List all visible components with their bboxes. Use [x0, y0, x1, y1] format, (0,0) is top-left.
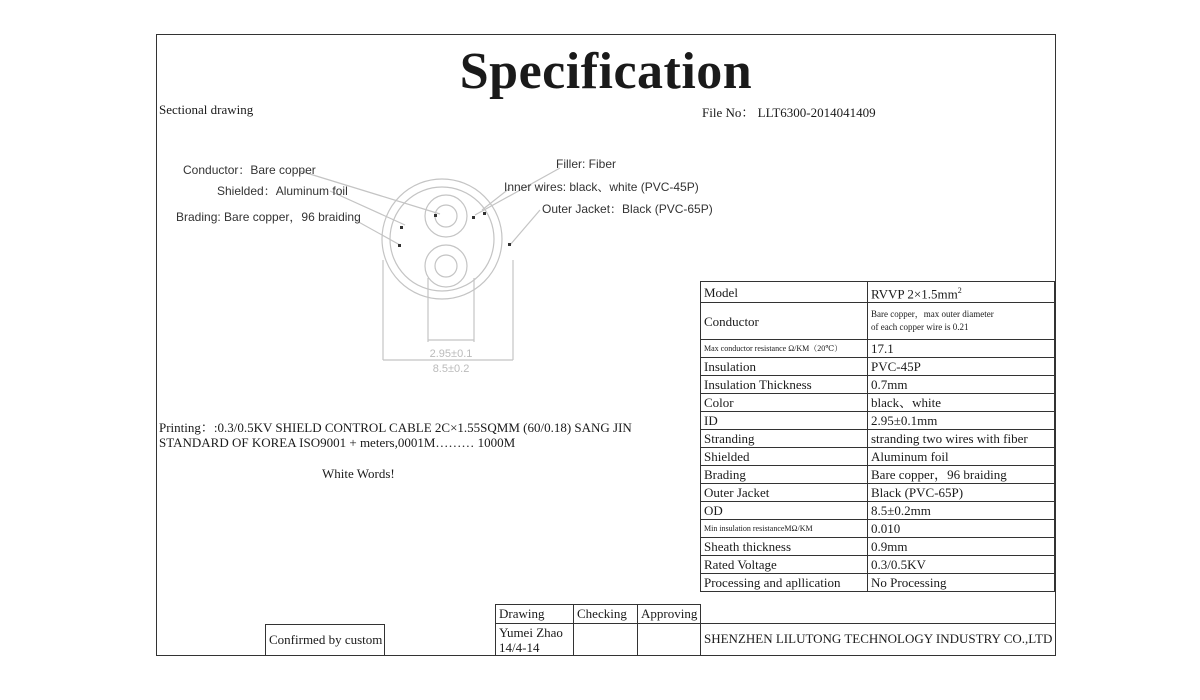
label-outer-jacket: Outer Jacket：Black (PVC-65P) [542, 202, 713, 216]
checking-header-cell: Checking [573, 604, 638, 624]
checking-signature-cell [573, 623, 638, 656]
spec-value: Black (PVC-65P) [868, 484, 1055, 502]
table-row [701, 430, 1055, 448]
shield-circle [390, 187, 494, 291]
label-inner-wires: Inner wires: black、white (PVC-45P) [504, 180, 699, 194]
table-row [701, 466, 1055, 484]
spec-key: Sheath thickness [701, 538, 868, 556]
leader-brading [355, 220, 400, 245]
dim-label-od: 8.5±0.2 [432, 363, 470, 375]
table-row [701, 448, 1055, 466]
table-row [701, 574, 1055, 592]
spec-value: black、white [868, 394, 1055, 412]
drawer-name: Yumei Zhao [499, 625, 563, 640]
table-row [701, 376, 1055, 394]
spec-value: 0.9mm [868, 538, 1055, 556]
page-title: Specification [459, 43, 753, 100]
outer-jacket-circle [382, 179, 502, 299]
table-row [701, 556, 1055, 574]
spec-value: No Processing [868, 574, 1055, 592]
table-row [701, 538, 1055, 556]
table-row [701, 520, 1055, 538]
spec-value: 0.010 [868, 520, 1055, 538]
printing-note: White Words! [322, 466, 395, 481]
spec-value: Bare copper，96 braiding [868, 466, 1055, 484]
company-name: SHENZHEN LILUTONG TECHNOLOGY INDUSTRY CO.,LTD [700, 623, 1056, 656]
inner-wire-bottom-core [435, 255, 457, 277]
spec-value: stranding two wires with fiber [868, 430, 1055, 448]
spec-key: Stranding [701, 430, 868, 448]
table-row [701, 484, 1055, 502]
printing-line-2: STANDARD OF KOREA ISO9001 + meters,0001M……… 1000M [159, 435, 516, 450]
table-row [701, 282, 1055, 303]
label-shielded: Shielded：Aluminum foil [217, 184, 348, 198]
inner-wire-top [425, 195, 467, 237]
marker-6 [508, 243, 511, 246]
label-brading: Brading: Bare copper，96 braiding [176, 210, 361, 224]
table-row [701, 340, 1055, 358]
inner-wire-top-core [435, 205, 457, 227]
table-row [701, 394, 1055, 412]
file-number: File No： LLT6300-2014041409 [702, 105, 876, 120]
spec-key: Outer Jacket [701, 484, 868, 502]
spec-key: Insulation Thickness [701, 376, 868, 394]
approving-header-cell: Approving [637, 604, 701, 624]
table-row [701, 303, 1055, 340]
spec-key: Model [701, 282, 868, 303]
spec-key: Color [701, 394, 868, 412]
spec-value: 0.7mm [868, 376, 1055, 394]
table-row [701, 502, 1055, 520]
marker-3 [398, 244, 401, 247]
sectional-drawing-label: Sectional drawing [159, 102, 254, 117]
spec-key: Insulation [701, 358, 868, 376]
spec-key: Min insulation resistanceMΩ/KM [701, 520, 868, 538]
dim-label-id: 2.95±0.1 [429, 348, 473, 360]
spec-key: Shielded [701, 448, 868, 466]
label-filler: Filler: Fiber [556, 157, 617, 171]
spec-key: Processing and apllication [701, 574, 868, 592]
spec-key: Conductor [701, 303, 868, 340]
spec-value: 2.95±0.1mm [868, 412, 1055, 430]
confirmed-by-customer-box: Confirmed by custom [265, 624, 385, 656]
draw-date: 14/4-14 [499, 640, 540, 655]
spec-value: RVVP $2\times 1.5mm^2$ [868, 282, 1055, 303]
drawer-cell [495, 623, 574, 656]
marker-1 [434, 214, 437, 217]
spec-value: 0.3/0.5KV [868, 556, 1055, 574]
printing-line-1: Printing：:0.3/0.5KV SHIELD CONTROL CABLE 2C×1.55SQMM (60/0.18) SANG JIN [159, 420, 632, 435]
marker-5 [483, 212, 486, 215]
spec-key: Rated Voltage [701, 556, 868, 574]
table-row [701, 412, 1055, 430]
marker-4 [472, 216, 475, 219]
spec-value: Aluminum foil [868, 448, 1055, 466]
spec-value: Bare copper，max outer diameter of each copper wire is 0.21 [868, 303, 1055, 340]
spec-table [700, 281, 1055, 592]
spec-key: Max conductor resistance Ω/KM（20℃） [701, 340, 868, 358]
inner-wire-bottom [425, 245, 467, 287]
spec-key: ID [701, 412, 868, 430]
table-row [701, 358, 1055, 376]
spec-key: OD [701, 502, 868, 520]
spec-value: 17.1 [868, 340, 1055, 358]
leader-outer [510, 210, 540, 245]
spec-key: Brading [701, 466, 868, 484]
label-conductor: Conductor：Bare copper [183, 163, 316, 177]
drawing-header-cell: Drawing [495, 604, 574, 624]
spec-value: 8.5±0.2mm [868, 502, 1055, 520]
spec-value: PVC-45P [868, 358, 1055, 376]
marker-2 [400, 226, 403, 229]
approving-signature-cell [637, 623, 701, 656]
